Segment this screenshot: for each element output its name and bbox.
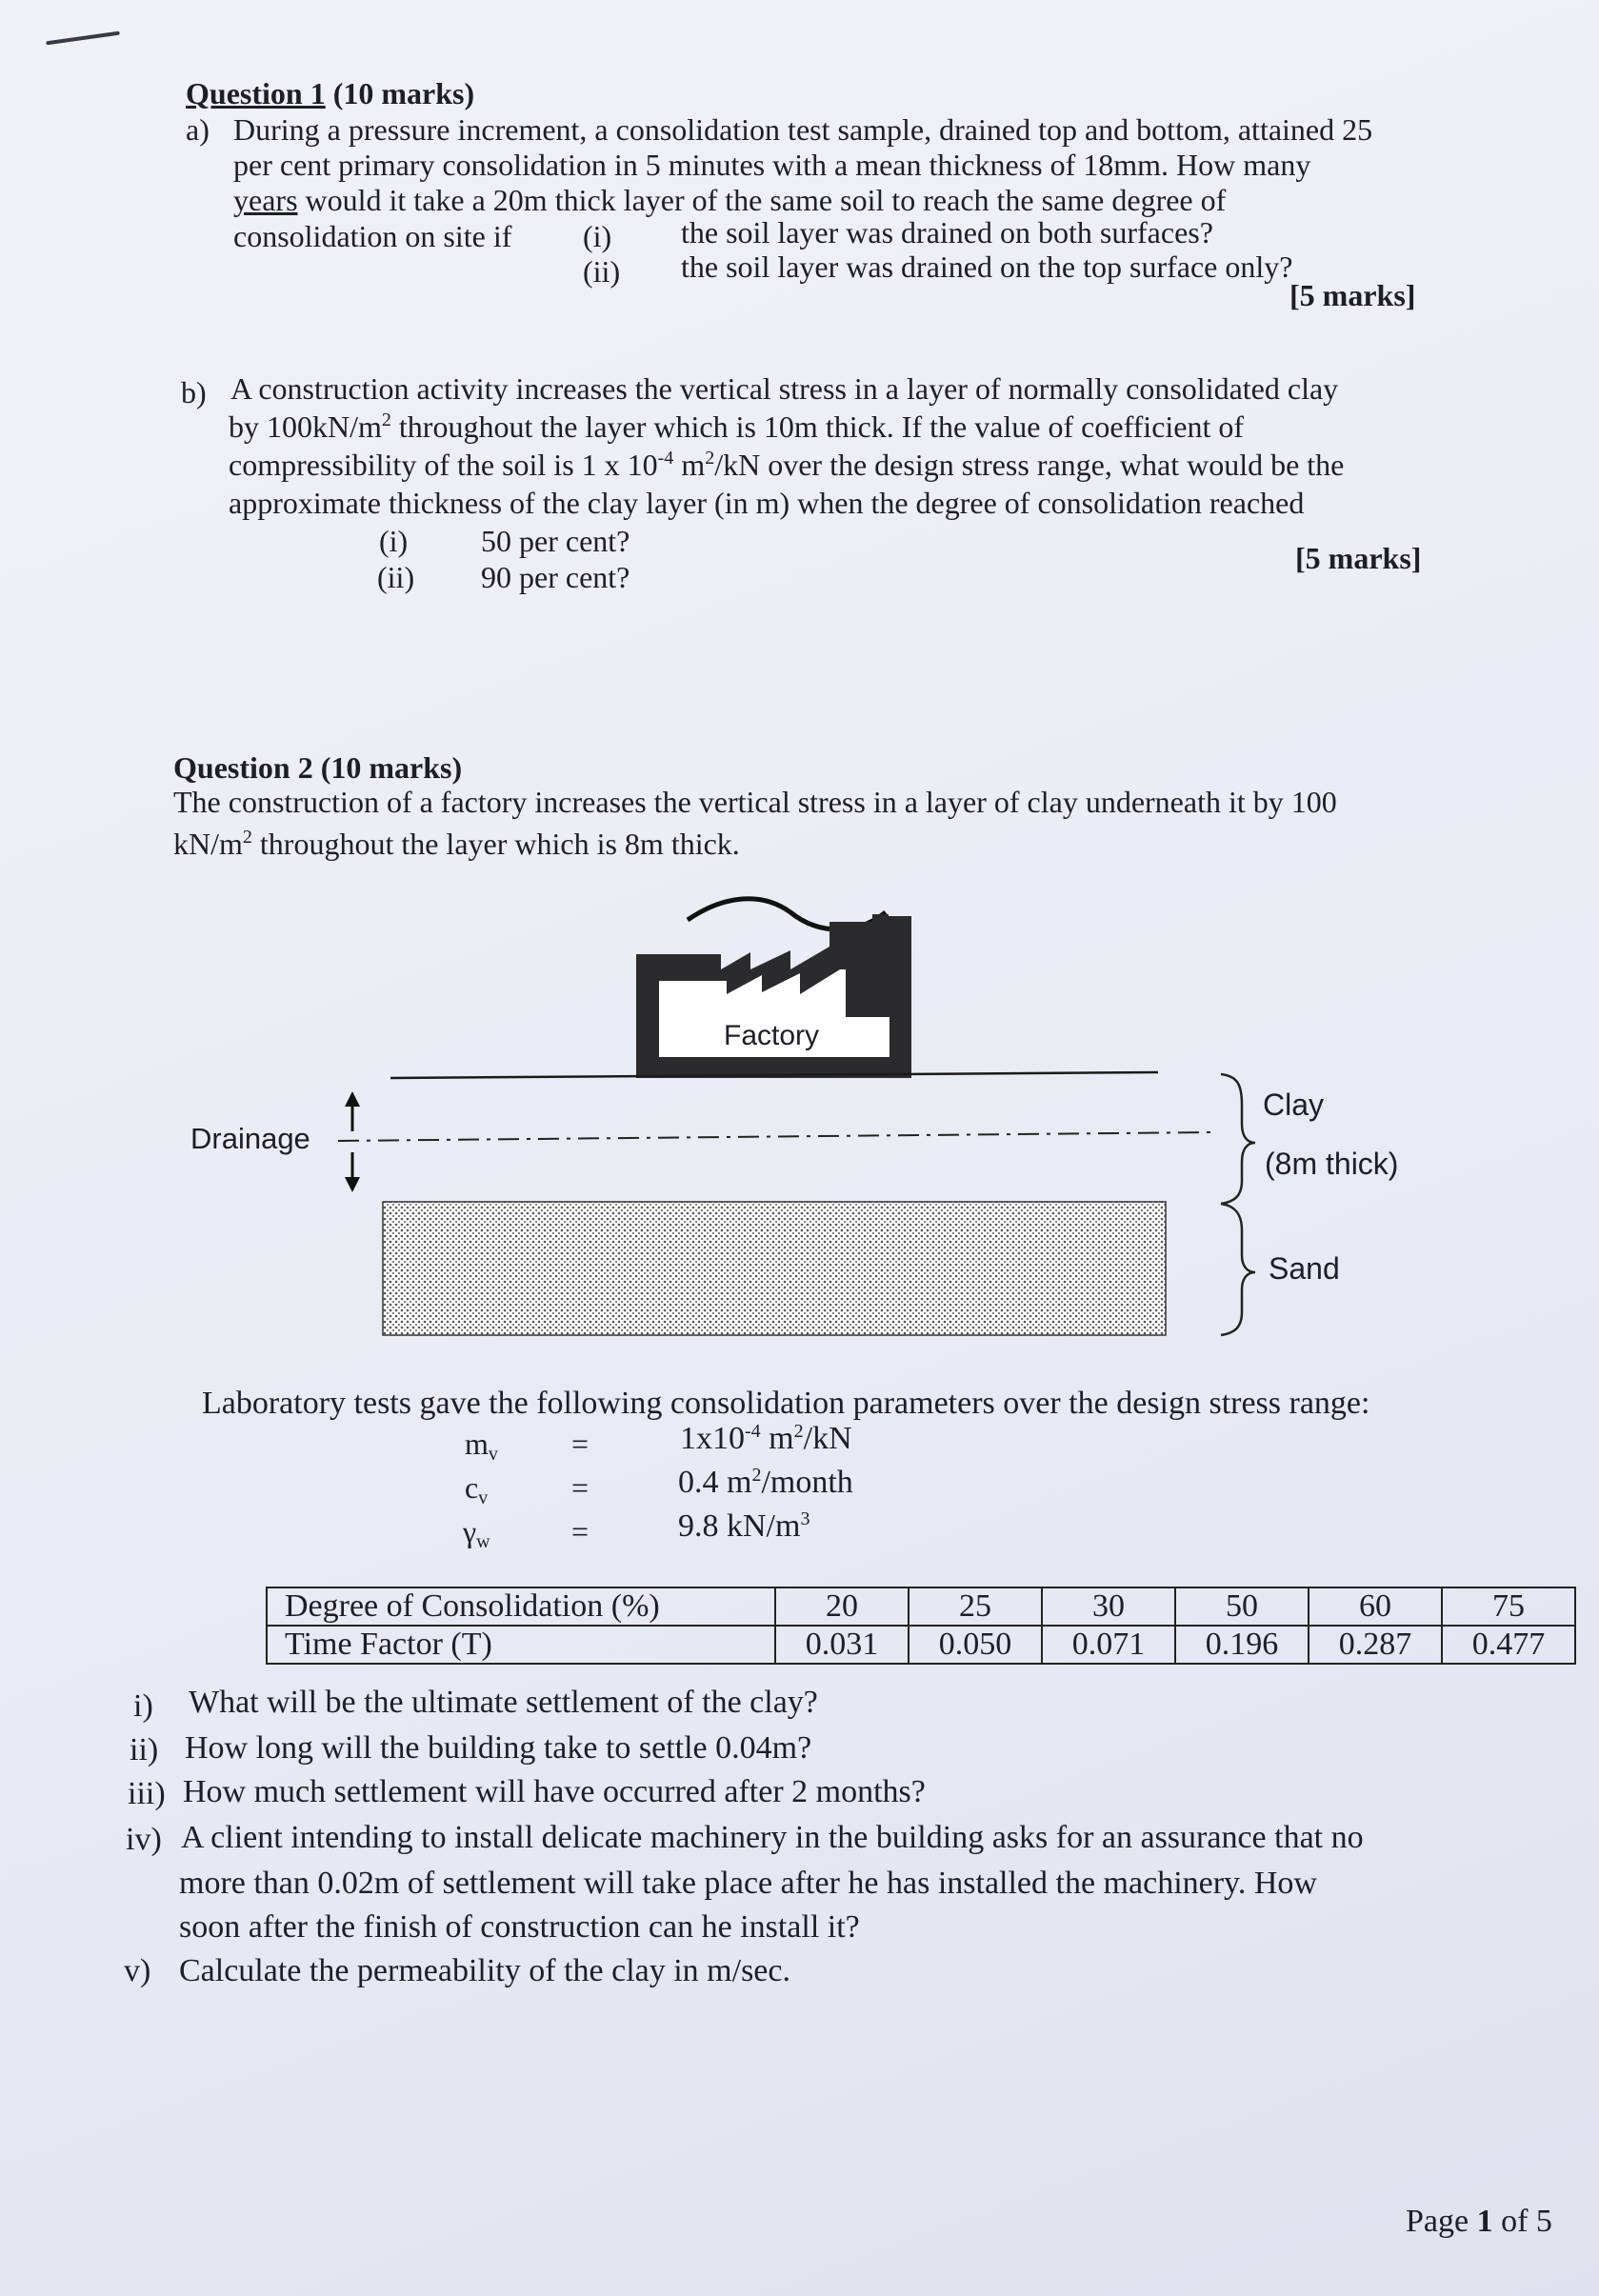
- q2-i-text: What will be the ultimate settlement of the clay?: [189, 1685, 818, 1720]
- drainage-label: Drainage: [190, 1122, 310, 1155]
- table-cell: 50: [1175, 1587, 1309, 1626]
- cv-equals: =: [571, 1470, 590, 1505]
- gw-symbol: [463, 1514, 490, 1552]
- table-cell: 0.477: [1442, 1626, 1575, 1664]
- lab-intro: Laboratory tests gave the following consolidation parameters over the design stress range:: [202, 1386, 1370, 1421]
- mv-value: [680, 1421, 852, 1457]
- q1-total-marks: (10 marks): [332, 76, 475, 110]
- q2-v-text: Calculate the permeability of the clay in m/sec.: [179, 1953, 790, 1988]
- drainage-arrowhead-down: [345, 1177, 360, 1192]
- mv-symbol: [465, 1427, 498, 1465]
- q1-title: Question 1: [186, 76, 326, 110]
- q2-iv-line1: A client intending to install delicate machinery in the building asks for an assurance that no: [181, 1820, 1364, 1855]
- q2-title: Question 2 (10 marks): [173, 750, 463, 785]
- q2-i-label: i): [133, 1688, 153, 1724]
- q1b-line3-sup2: 2: [705, 448, 715, 469]
- sand-label: Sand: [1269, 1251, 1340, 1286]
- table-cell: 0.071: [1042, 1626, 1175, 1664]
- table-cell: 20: [775, 1587, 909, 1626]
- factory-icon: [636, 914, 911, 1078]
- time-factor-table: [266, 1587, 1576, 1665]
- q1a-years-underlined: years: [233, 183, 298, 217]
- mv-val-sup2: 2: [793, 1421, 804, 1442]
- sand-brace: [1221, 1204, 1255, 1335]
- q1a-opt1-text: the soil layer was drained on both surfaces?: [681, 215, 1213, 250]
- q2-ii-text: How long will the building take to settle 0.04m?: [185, 1730, 812, 1766]
- q1b-opt1-label: (i): [379, 524, 409, 558]
- mv-sub: v: [488, 1444, 498, 1465]
- table-cell: 0.050: [909, 1626, 1042, 1664]
- table-row-time-factor: [267, 1626, 1575, 1664]
- sand-layer: [383, 1202, 1166, 1335]
- q1b-line3-post: /kN over the design stress range, what would be the: [714, 448, 1345, 482]
- q1b-line4: approximate thickness of the clay layer (in m) when the degree of consolidation reached: [229, 486, 1305, 520]
- page-number: [1406, 2204, 1552, 2240]
- q1b-label: b): [181, 375, 207, 409]
- drainage-line: [338, 1132, 1211, 1141]
- table-row1-label: Degree of Consolidation (%): [267, 1587, 775, 1626]
- q1a-label: a): [186, 112, 210, 147]
- gw-sym: γ: [463, 1514, 477, 1548]
- q2-ii-label: ii): [130, 1732, 159, 1767]
- table-cell: 75: [1442, 1587, 1575, 1626]
- gw-val-pre: 9.8 kN/m: [678, 1508, 801, 1544]
- table-cell: 60: [1309, 1587, 1442, 1626]
- q1a-marks: [5 marks]: [1289, 278, 1416, 312]
- cv-sub: v: [478, 1487, 489, 1508]
- q2-iv-line3: soon after the finish of construction can he install it?: [179, 1909, 860, 1945]
- q1b-line3-sup1: -4: [657, 448, 674, 469]
- mv-equals: =: [571, 1427, 590, 1461]
- page-pre: Page: [1406, 2204, 1477, 2239]
- drainage-arrowhead-up: [345, 1091, 360, 1107]
- q1b-line2-pre: by 100kN/m: [229, 409, 382, 444]
- q1b-line1: A construction activity increases the vertical stress in a layer of normally consolidated clay: [230, 371, 1339, 406]
- q1a-line4: consolidation on site if: [233, 219, 512, 253]
- page-post: of 5: [1492, 2204, 1552, 2239]
- q1a-opt2-text: the soil layer was drained on the top surface only?: [681, 250, 1293, 284]
- clay-label: Clay: [1263, 1088, 1325, 1122]
- cv-val-pre: 0.4 m: [678, 1465, 752, 1500]
- q2-iii-label: iii): [128, 1776, 166, 1811]
- cv-val-sup: 2: [751, 1465, 762, 1486]
- gw-value: [678, 1508, 809, 1545]
- q2-iii-text: How much settlement will have occurred after 2 months?: [183, 1774, 926, 1809]
- q2-intro-pre: kN/m: [173, 827, 243, 861]
- q2-intro-line1: The construction of a factory increases the vertical stress in a layer of clay underneath it by 100: [173, 785, 1337, 819]
- q1b-line2-post: throughout the layer which is 10m thick. If the value of coefficient of: [390, 409, 1245, 444]
- q2-intro-post: throughout the layer which is 8m thick.: [251, 827, 740, 861]
- gw-equals: =: [571, 1514, 590, 1548]
- q2-iv-label: iv): [126, 1822, 162, 1857]
- q1a-line3-rest: would it take a 20m thick layer of the same soil to reach the same degree of: [297, 183, 1227, 217]
- q1b-marks: [5 marks]: [1295, 541, 1422, 575]
- q1b-line3-pre: compressibility of the soil is 1 x 10: [229, 448, 658, 482]
- q1b-opt1-text: 50 per cent?: [481, 524, 630, 558]
- table-cell: 0.196: [1175, 1626, 1309, 1664]
- cv-sym: c: [465, 1470, 479, 1505]
- cv-value: [678, 1465, 853, 1501]
- q1a-opt1-label: (i): [583, 219, 612, 253]
- table-cell: 25: [909, 1587, 1042, 1626]
- factory-label: Factory: [724, 1020, 820, 1051]
- gw-val-sup: 3: [800, 1508, 810, 1529]
- mv-val-pre: 1x10: [680, 1421, 745, 1456]
- clay-thickness-label: (8m thick): [1265, 1147, 1399, 1181]
- q1a-opt2-label: (ii): [583, 254, 621, 289]
- q1b-line2-sup: 2: [381, 409, 391, 430]
- q1b-line3-mid: m: [673, 448, 706, 482]
- q2-v-label: v): [124, 1953, 151, 1988]
- clay-brace: [1221, 1074, 1255, 1204]
- mv-val-sup: -4: [745, 1421, 761, 1442]
- page-current: 1: [1476, 2204, 1493, 2239]
- q2-iv-line2: more than 0.02m of settlement will take place after he has installed the machinery. How: [179, 1866, 1317, 1901]
- mv-val-mid: m: [760, 1421, 794, 1456]
- q2-intro-sup: 2: [242, 827, 252, 848]
- table-row-degree: [267, 1587, 1575, 1626]
- cv-symbol: [465, 1470, 488, 1506]
- q1a-line1: During a pressure increment, a consolidation test sample, drained top and bottom, attained 25: [233, 112, 1373, 147]
- q1b-opt2-text: 90 per cent?: [481, 560, 630, 594]
- gw-sub: w: [476, 1531, 490, 1552]
- table-row2-label: Time Factor (T): [267, 1626, 775, 1664]
- cv-val-post: /month: [761, 1465, 853, 1500]
- q1b-opt2-label: (ii): [377, 560, 415, 594]
- table-cell: 30: [1042, 1587, 1175, 1626]
- table-cell: 0.287: [1309, 1626, 1442, 1664]
- q1a-line2: per cent primary consolidation in 5 minutes with a mean thickness of 18mm. How many: [233, 148, 1311, 182]
- mv-val-post: /kN: [803, 1421, 852, 1456]
- table-cell: 0.031: [775, 1626, 909, 1664]
- mv-sym: m: [465, 1427, 489, 1461]
